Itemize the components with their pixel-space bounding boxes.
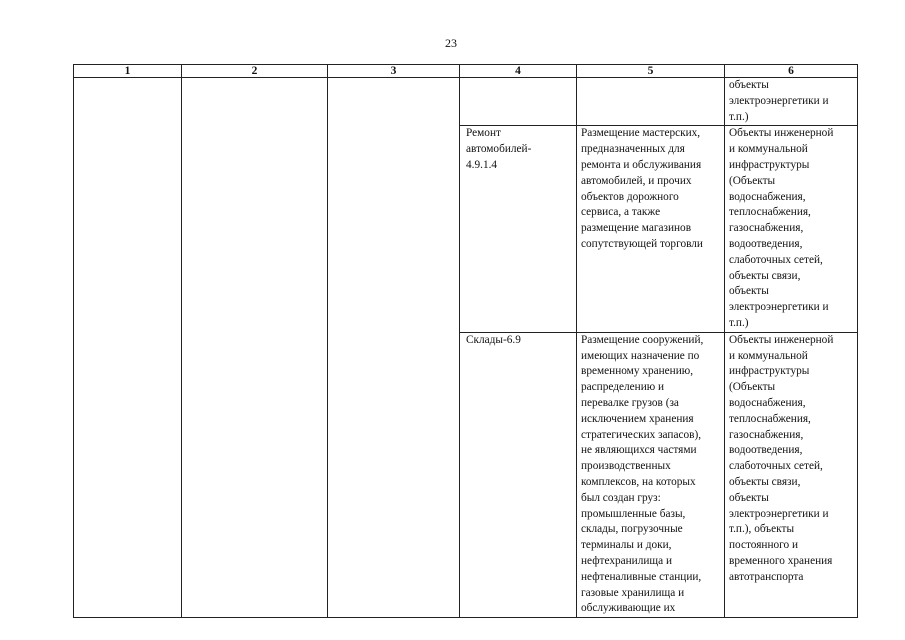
- header-col-6: 6: [725, 65, 858, 78]
- header-col-1: 1: [74, 65, 182, 78]
- cell-col-5: [577, 78, 725, 126]
- cell-col-2: [182, 78, 328, 618]
- header-row: [74, 65, 858, 78]
- cell-col-4: Ремонт автомобилей- 4.9.1.4: [460, 126, 577, 332]
- cell-col-6: Объекты инженерной и коммунальной инфраструктуры (Объекты водоснабжения, теплоснабжения, газоснабжения, водоотведения, слаботочных сетей, объекты связи, объекты электроэнергетики и т.п.): [725, 126, 858, 332]
- table-row: [74, 78, 858, 126]
- cell-col-6: объекты электроэнергетики и т.п.): [725, 78, 858, 126]
- header-col-4: 4: [460, 65, 577, 78]
- cell-col-5: Размещение мастерских, предназначенных для ремонта и обслуживания автомобилей, и прочих объектов дорожного сервиса, а также размещение магазинов сопутствующей торговли: [577, 126, 725, 332]
- header-col-5: 5: [577, 65, 725, 78]
- cell-col-1: [74, 78, 182, 618]
- cell-col-4: Склады-6.9: [460, 332, 577, 617]
- header-col-3: 3: [328, 65, 460, 78]
- cell-col-4: [460, 78, 577, 126]
- cell-col-6: Объекты инженерной и коммунальной инфраструктуры (Объекты водоснабжения, теплоснабжения, газоснабжения, водоотведения, слаботочных сетей, объекты связи, объекты электроэнергетики и т.п.), объекты постоянного и временного хранения автотранспорта: [725, 332, 858, 617]
- cell-col-3: [328, 78, 460, 618]
- page-number: 23: [445, 36, 457, 50]
- header-col-2: 2: [182, 65, 328, 78]
- zoning-table: [73, 64, 858, 618]
- cell-col-5: Размещение сооружений, имеющих назначение по временному хранению, распределению и перевалке грузов (за исключением хранения стратегических запасов), не являющихся частями производственных комплексов, на которых был создан груз: промышленные базы, склады, погрузочные терминалы и доки, нефтехранилища и нефтеналивные станции, газовые хранилища и обслуживающие их: [577, 332, 725, 617]
